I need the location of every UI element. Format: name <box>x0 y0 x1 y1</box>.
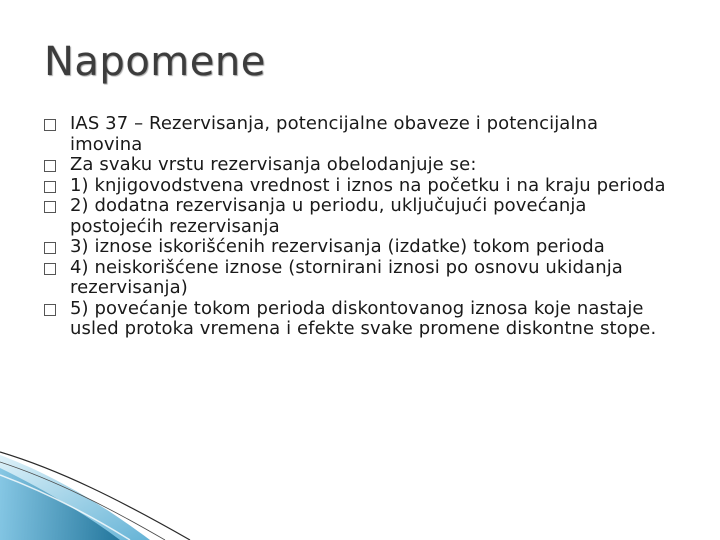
checkbox-bullet-icon <box>44 201 56 213</box>
list-item-text: IAS 37 – Rezervisanja, potencijalne obaveze i potencijalna imovina <box>70 113 599 155</box>
list-item-text: 1) knjigovodstvena vrednost i iznos na početku i na kraju perioda <box>70 174 666 196</box>
list-item-text: 4) neiskorišćene iznose (stornirani iznosi po osnovu ukidanja rezervisanja) <box>70 256 623 298</box>
checkbox-bullet-icon <box>44 119 56 131</box>
swoosh-light <box>0 455 150 540</box>
list-item-text: Za svaku vrstu rezervisanja obelodanjuje se: <box>70 154 477 175</box>
checkbox-bullet-icon <box>44 304 56 316</box>
list-item <box>44 237 674 258</box>
checkbox-bullet-icon <box>44 181 56 193</box>
swoosh-dark <box>0 468 120 540</box>
checkbox-bullet-icon <box>44 242 56 254</box>
list-item <box>44 176 674 197</box>
list-item-text: 3) iznose iskorišćenih rezervisanja (izdatke) tokom perioda <box>70 236 605 257</box>
list-item <box>44 114 674 155</box>
swoosh-line-3 <box>0 475 130 540</box>
list-item-text: 2) dodatna rezervisanja u periodu, uključujući povećanja postojećih rezervisanja <box>70 195 587 237</box>
list-item <box>44 299 674 340</box>
swoosh-line-1 <box>0 452 190 540</box>
swoosh-line-2 <box>0 462 165 540</box>
list-item <box>44 258 674 299</box>
bullet-list <box>44 114 674 340</box>
slide-title: Napomene <box>44 39 266 85</box>
checkbox-bullet-icon <box>44 160 56 172</box>
list-item <box>44 196 674 237</box>
checkbox-bullet-icon <box>44 263 56 275</box>
list-item <box>44 155 674 176</box>
list-item-text: 5) povećanje tokom perioda diskontovanog iznosa koje nastaje usled protoka vremena i efekte svake promene diskontne stope. <box>70 297 657 339</box>
